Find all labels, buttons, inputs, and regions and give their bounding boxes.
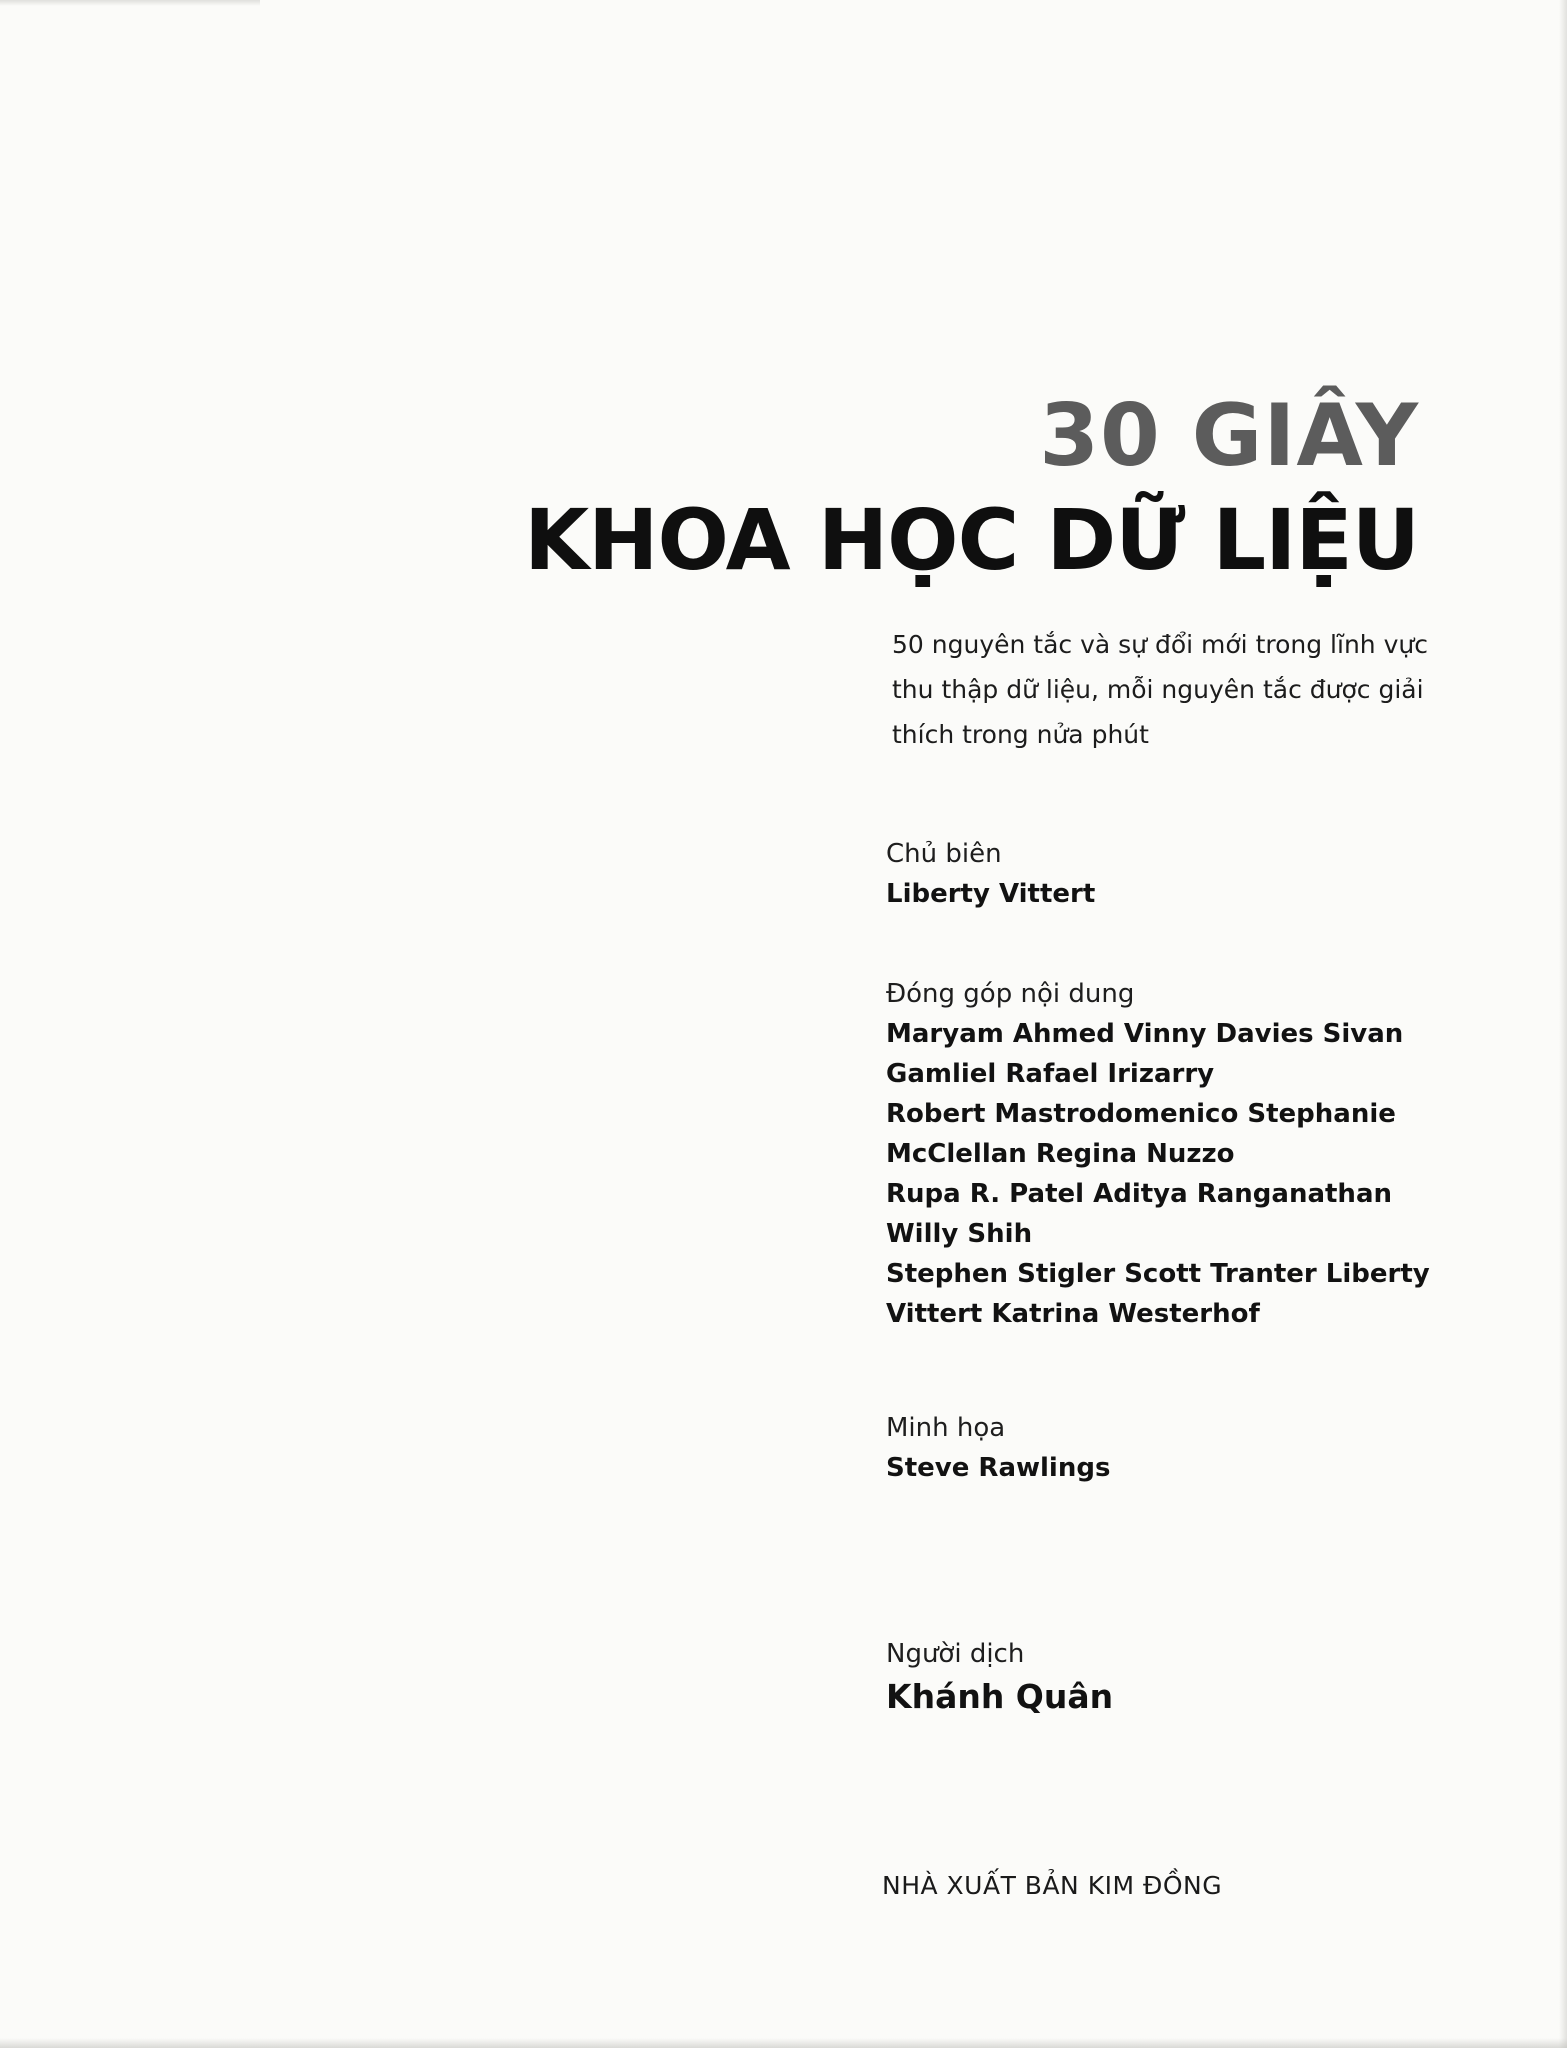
translator-label: Người dịch [886,1639,1025,1669]
book-title-block [524,388,1419,596]
contributors-line: Vittert Katrina Westerhof [886,1299,1260,1329]
translator-name: Khánh Quân [886,1677,1114,1716]
contributors-label: Đóng góp nội dung [886,979,1135,1009]
subtitle-line: thích trong nửa phút [892,720,1149,749]
contributors-line: Maryam Ahmed Vinny Davies Sivan [886,1019,1404,1049]
illustrator-credit [886,1408,1446,1488]
contributors-line: Stephen Stigler Scott Tranter Liberty [886,1259,1430,1289]
illustrator-label: Minh họa [886,1413,1006,1443]
page-right-edge-shadow [1559,0,1567,2048]
contributors-names [886,1014,1446,1334]
contributors-credit [886,974,1446,1334]
subtitle-line: thu thập dữ liệu, mỗi nguyên tắc được giải [892,675,1424,704]
publisher-name: NHÀ XUẤT BẢN KIM ĐỒNG [882,1871,1223,1900]
editor-label: Chủ biên [886,839,1002,869]
book-title-main: KHOA HỌC DỮ LIỆU [524,491,1419,589]
book-title-top: 30 GIÂY [1039,386,1419,486]
book-subtitle [892,622,1432,757]
page-bottom-edge-shadow [0,2038,1567,2048]
contributors-line: McClellan Regina Nuzzo [886,1139,1235,1169]
contributors-line: Willy Shih [886,1219,1033,1249]
illustrator-name: Steve Rawlings [886,1453,1111,1483]
contributors-line: Robert Mastrodomenico Stephanie [886,1099,1396,1129]
page-top-edge-shadow [0,0,260,6]
editor-credit [886,834,1446,914]
subtitle-line: 50 nguyên tắc và sự đổi mới trong lĩnh vực [892,630,1428,659]
editor-name: Liberty Vittert [886,879,1096,909]
contributors-line: Gamliel Rafael Irizarry [886,1059,1215,1089]
contributors-line: Rupa R. Patel Aditya Ranganathan [886,1179,1392,1209]
translator-credit [886,1634,1446,1720]
